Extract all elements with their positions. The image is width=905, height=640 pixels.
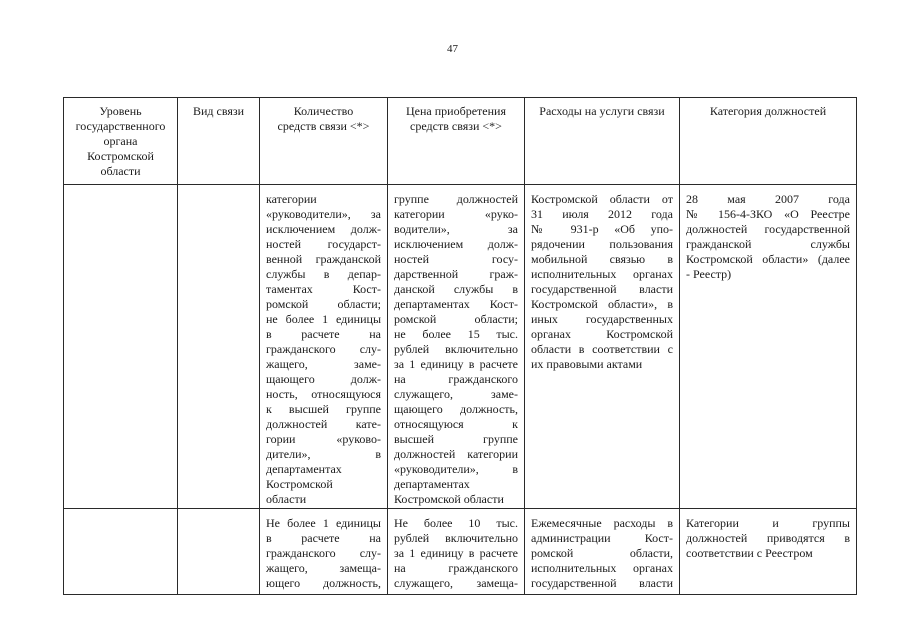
cell-text-line: службы в депар- (266, 267, 381, 281)
cell-text-line: в расчете на (266, 531, 381, 545)
table-cell-price (388, 185, 525, 509)
cell-text-line: гражданской службы (686, 237, 850, 251)
cell-text-line: области (266, 492, 307, 506)
cell-text-line: на гражданского (394, 561, 518, 575)
cell-text-line: области в соответствии с (531, 342, 673, 356)
cell-text-line: не более 1 единицы (266, 312, 381, 326)
cell-text-line: исполнительных органах (531, 267, 673, 281)
cell-text-line: мобильной связью в (531, 252, 673, 266)
header-communication-type (178, 98, 260, 185)
cell-text-line: должностей приводятся в (686, 531, 850, 545)
header-position-category (680, 98, 857, 185)
cell-text-line: должностей категории (394, 447, 518, 461)
table-row (64, 509, 857, 595)
cell-text-line: исполнительных органах (531, 561, 673, 575)
cell-text-line: № 931-р «Об упо- (531, 222, 673, 236)
cell-text-line: рядочении пользования (531, 237, 673, 251)
cell-text-line: рублей включительно (394, 531, 518, 545)
cell-text-line: «руководители», в (394, 462, 518, 476)
cell-text-line: водители», за (394, 222, 518, 236)
cell-text-line: жащего, замеща- (266, 561, 381, 575)
cell-text-line: ромской области; (394, 312, 518, 326)
cell-text-line: должностей кате- (266, 417, 381, 431)
header-text-line: области (100, 164, 141, 178)
table-cell-quantity (260, 509, 388, 595)
cell-text-line: гражданского слу- (266, 546, 381, 560)
table-cell-empty (64, 185, 178, 509)
cell-text-line: категории «руко- (394, 207, 518, 221)
cell-text-line: щающего должность, (394, 402, 518, 416)
cell-text-line: за 1 единицу в расчете (394, 546, 518, 560)
cell-text-line: Не более 1 единицы (266, 516, 381, 530)
cell-text-line: служащего, замеща- (394, 576, 518, 590)
header-text-line: средств связи <*> (410, 119, 502, 133)
cell-text-line: департаментах Кост- (394, 297, 518, 311)
cell-text-line: Костромской области (394, 492, 504, 506)
page-number: 47 (447, 43, 458, 55)
cell-text-line: ромской области, (531, 546, 673, 560)
header-device-quantity (260, 98, 388, 185)
cell-text-line: не более 15 тыс. (394, 327, 518, 341)
cell-text-line: 28 мая 2007 года (686, 192, 850, 206)
table-cell-expenses (525, 185, 680, 509)
cell-text-line: 31 июля 2012 года (531, 207, 673, 221)
header-text-line: Цена приобретения (406, 104, 506, 118)
cell-text-line: иных государственных (531, 312, 673, 326)
table-row (64, 185, 857, 509)
header-text-line: Категория должностей (709, 104, 827, 118)
cell-text-line: Категории и группы (686, 516, 850, 530)
table-cell-category (680, 509, 857, 595)
cell-text-line: Костромской области от (531, 192, 673, 206)
cell-text-line: департаментах (266, 462, 342, 476)
cell-text-line: щающего долж- (266, 372, 381, 386)
cell-text-line: Костромской области», в (531, 297, 673, 311)
cell-text-line: государственной власти (531, 282, 673, 296)
header-text-line: средств связи <*> (277, 119, 370, 133)
cell-text-line: группе должностей (394, 192, 518, 206)
table-cell-empty (178, 185, 260, 509)
cell-text-line: администрации Кост- (531, 531, 673, 545)
cell-text-line: ностей государст- (266, 237, 381, 251)
cell-text-line: № 156-4-ЗКО «О Реестре (686, 207, 850, 221)
cell-text-line: Костромской области» (далее (686, 252, 850, 266)
table-cell-empty (64, 509, 178, 595)
cell-text-line: данской службы в (394, 282, 518, 296)
header-purchase-price (388, 98, 525, 185)
cell-text-line: за 1 единицу в расчете (394, 357, 518, 371)
cell-text-line: соответствии с Реестром (686, 546, 813, 560)
header-government-level (64, 98, 178, 185)
cell-text-line: их правовыми актами (531, 357, 643, 371)
header-text-line: Костромской (87, 149, 154, 163)
cell-text-line: венной гражданской (266, 252, 381, 266)
cell-text-line: категории (266, 192, 317, 206)
header-text-line: Количество (293, 104, 354, 118)
cell-text-line: Не более 10 тыс. (394, 516, 518, 530)
table-cell-empty (178, 509, 260, 595)
cell-text-line: дители», в (266, 447, 381, 461)
expenses-table (63, 97, 857, 595)
cell-text-line: «руководители», за (266, 207, 381, 221)
cell-text-line: исключением долж- (266, 222, 381, 236)
header-text-line: органа (103, 134, 138, 148)
cell-text-line: - Реестр) (686, 267, 732, 281)
cell-text-line: исключением долж- (394, 237, 518, 251)
header-text-line: государственного (75, 119, 166, 133)
cell-text-line: ность, относящуюся (266, 387, 381, 401)
cell-text-line: государственной власти (531, 576, 673, 590)
cell-text-line: служащего, заме- (394, 387, 518, 401)
cell-text-line: в расчете на (266, 327, 381, 341)
table-cell-price (388, 509, 525, 595)
cell-text-line: на гражданского (394, 372, 518, 386)
cell-text-line: Ежемесячные расходы в (531, 516, 673, 530)
cell-text-line: таментах Кост- (266, 282, 381, 296)
table-cell-category (680, 185, 857, 509)
header-text-line: Уровень (99, 104, 142, 118)
cell-text-line: должностей государственной (686, 222, 850, 236)
header-service-expenses (525, 98, 680, 185)
table-header-row (64, 98, 857, 185)
cell-text-line: ромской области; (266, 297, 381, 311)
table-cell-quantity (260, 185, 388, 509)
cell-text-line: высшей группе (394, 432, 518, 446)
cell-text-line: гражданского слу- (266, 342, 381, 356)
cell-text-line: относящуюся к (394, 417, 518, 431)
cell-text-line: дарственной граж- (394, 267, 518, 281)
cell-text-line: департаментах (394, 477, 470, 491)
cell-text-line: ющего должность, (266, 576, 381, 590)
cell-text-line: гории «руково- (266, 432, 381, 446)
cell-text-line: Костромской (266, 477, 333, 491)
header-text-line: Вид связи (192, 104, 245, 118)
table-cell-expenses (525, 509, 680, 595)
cell-text-line: органах Костромской (531, 327, 673, 341)
cell-text-line: жащего, заме- (266, 357, 381, 371)
cell-text-line: ностей госу- (394, 252, 518, 266)
header-text-line: Расходы на услуги связи (539, 104, 665, 118)
cell-text-line: рублей включительно (394, 342, 518, 356)
cell-text-line: к высшей группе (266, 402, 381, 416)
